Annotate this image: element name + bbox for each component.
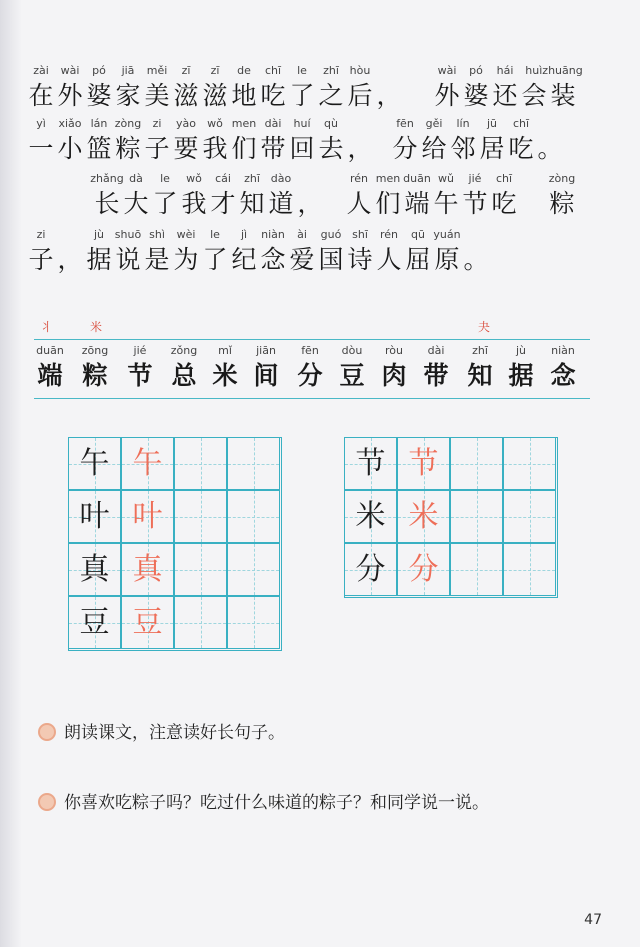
- pinyin: pó: [469, 64, 483, 77]
- pinyin: lán: [90, 117, 108, 130]
- hanzi: 吃: [491, 189, 517, 218]
- pinyin: huìzhuāng: [525, 64, 583, 77]
- hanzi: 还: [492, 81, 518, 110]
- hanzi: 粽: [549, 189, 575, 218]
- hanzi: 爱: [289, 245, 315, 274]
- new-char-pinyin: jiān: [256, 344, 276, 357]
- grid-cell: [450, 437, 503, 490]
- hanzi: ，: [347, 134, 373, 163]
- grid-cell: [227, 596, 280, 649]
- pinyin: le: [160, 172, 170, 185]
- pinyin: zī: [181, 64, 191, 77]
- grid-cell: [503, 490, 556, 543]
- pinyin: le: [210, 228, 220, 241]
- grid-char-trace: 米: [408, 499, 439, 534]
- pinyin: qū: [411, 228, 425, 241]
- hanzi: 了: [289, 81, 315, 110]
- hanzi: 后: [347, 81, 373, 110]
- hanzi: 外: [57, 81, 83, 110]
- hanzi: 是: [144, 245, 170, 274]
- hanzi: 之: [318, 81, 344, 110]
- pinyin: xiǎo: [58, 117, 82, 130]
- pinyin: jié: [468, 172, 482, 185]
- hanzi: 子: [144, 134, 170, 163]
- pinyin: yào: [176, 117, 196, 130]
- hanzi: 道: [268, 189, 294, 218]
- grid-char-model: 分: [355, 552, 386, 587]
- pinyin: de: [237, 64, 251, 77]
- grid-char-model: 节: [355, 446, 386, 481]
- pinyin: zī: [210, 64, 220, 77]
- divider-bottom: [34, 398, 590, 399]
- hanzi: 粽: [115, 134, 141, 163]
- new-char: 米: [212, 361, 238, 390]
- hanzi: 了: [152, 189, 178, 218]
- pinyin: zòng: [114, 117, 142, 130]
- hanzi: 家: [115, 81, 141, 110]
- pinyin: wèi: [176, 228, 196, 241]
- new-char-pinyin: duān: [36, 344, 64, 357]
- new-char-pinyin: ròu: [385, 344, 403, 357]
- hanzi: 婆: [463, 81, 489, 110]
- task-circle-icon: [38, 793, 56, 811]
- pinyin: wài: [60, 64, 80, 77]
- task-2-text: 你喜欢吃粽子吗？吃过什么味道的粽子？和同学说一说。: [64, 793, 489, 813]
- pinyin: hái: [496, 64, 514, 77]
- pinyin: huí: [293, 117, 311, 130]
- task-1-text: 朗读课文，注意读好长句子。: [64, 723, 285, 743]
- hanzi: 节: [462, 189, 488, 218]
- pinyin: měi: [146, 64, 168, 77]
- grid-char-trace: 叶: [132, 499, 163, 534]
- grid-char-model: 米: [355, 499, 386, 534]
- pinyin: wǔ: [438, 172, 454, 185]
- pinyin: yuán: [433, 228, 461, 241]
- grid-cell: [227, 490, 280, 543]
- pinyin: hòu: [349, 64, 371, 77]
- grid-cell: [450, 543, 503, 596]
- pinyin: rén: [379, 228, 399, 241]
- hanzi: 居: [479, 134, 505, 163]
- radical-hint: 米: [90, 320, 103, 334]
- grid-char-trace: 真: [132, 552, 163, 587]
- hanzi: 原: [434, 245, 460, 274]
- hanzi: 为: [173, 245, 199, 274]
- hanzi: ，: [57, 245, 83, 274]
- new-char: 节: [127, 361, 153, 390]
- pinyin: pó: [92, 64, 106, 77]
- grid-char-trace: 午: [132, 446, 163, 481]
- hanzi: 纪: [231, 245, 257, 274]
- pinyin: shì: [149, 228, 165, 241]
- hanzi: 婆: [86, 81, 112, 110]
- hanzi: 滋: [202, 81, 228, 110]
- hanzi: 诗: [347, 245, 373, 274]
- hanzi: ，: [297, 189, 323, 218]
- new-char: 分: [297, 361, 323, 390]
- hanzi: 回: [289, 134, 315, 163]
- grid-cell: [174, 596, 227, 649]
- pinyin: dà: [129, 172, 143, 185]
- new-char-pinyin: zhī: [472, 344, 488, 357]
- new-char: 肉: [381, 361, 407, 390]
- pinyin: dài: [264, 117, 282, 130]
- hanzi: 午: [433, 189, 459, 218]
- pinyin: zòng: [548, 172, 576, 185]
- new-char-pinyin: zōng: [81, 344, 109, 357]
- radical-hint: 丬: [40, 320, 53, 334]
- pinyin: zhǎng: [90, 172, 124, 185]
- hanzi: 知: [239, 189, 265, 218]
- radical-hint: 夬: [478, 320, 491, 334]
- pinyin: wǒ: [207, 117, 223, 130]
- new-char-pinyin: niàn: [551, 344, 575, 357]
- hanzi: 们: [231, 134, 257, 163]
- hanzi: 大: [123, 189, 149, 218]
- book-spine-shadow: [0, 0, 22, 947]
- pinyin: zhī: [244, 172, 260, 185]
- hanzi: 子: [28, 245, 54, 274]
- hanzi: 据: [86, 245, 112, 274]
- hanzi: 说: [115, 245, 141, 274]
- pinyin: cái: [215, 172, 231, 185]
- new-char: 总: [171, 361, 197, 390]
- new-char: 念: [550, 361, 576, 390]
- grid-char-trace: 节: [408, 446, 439, 481]
- grid-cell: [174, 490, 227, 543]
- hanzi: 屈: [405, 245, 431, 274]
- task-circle-icon: [38, 723, 56, 741]
- grid-cell: [503, 543, 556, 596]
- new-char: 据: [508, 361, 534, 390]
- divider-top: [34, 339, 590, 340]
- new-char-pinyin: jù: [515, 344, 527, 357]
- grid-cell: [227, 543, 280, 596]
- grid-cell: [503, 437, 556, 490]
- grid-char-model: 叶: [79, 499, 110, 534]
- hanzi: 给: [421, 134, 447, 163]
- task-1: [38, 718, 285, 743]
- new-char: 端: [37, 361, 63, 390]
- grid-char-trace: 分: [408, 552, 439, 587]
- new-char-pinyin: mǐ: [218, 344, 232, 357]
- hanzi: 长: [94, 189, 120, 218]
- hanzi: 外: [434, 81, 460, 110]
- grid-cell: [174, 543, 227, 596]
- pinyin: qù: [324, 117, 338, 130]
- hanzi: 分: [392, 134, 418, 163]
- new-char-pinyin: fēn: [301, 344, 319, 357]
- new-char-pinyin: jié: [133, 344, 147, 357]
- hanzi: 美: [144, 81, 170, 110]
- pinyin: jū: [486, 117, 498, 130]
- task-2: [38, 788, 489, 813]
- pinyin: duān: [403, 172, 431, 185]
- new-char-pinyin: dài: [427, 344, 445, 357]
- hanzi: 去: [318, 134, 344, 163]
- pinyin: chī: [495, 172, 513, 185]
- hanzi: 小: [57, 134, 83, 163]
- pinyin: zhī: [323, 64, 339, 77]
- hanzi: 在: [28, 81, 54, 110]
- pinyin: ài: [297, 228, 307, 241]
- hanzi: 。: [463, 245, 489, 274]
- hanzi: 篮: [86, 134, 112, 163]
- hanzi: 会: [521, 81, 547, 110]
- hanzi: 人: [376, 245, 402, 274]
- pinyin: men: [231, 117, 257, 130]
- grid-cell: [450, 490, 503, 543]
- page-number: 47: [584, 912, 602, 928]
- grid-cell: [227, 437, 280, 490]
- hanzi: 了: [202, 245, 228, 274]
- new-char: 带: [423, 361, 449, 390]
- pinyin: jù: [93, 228, 105, 241]
- hanzi: 吃: [260, 81, 286, 110]
- pinyin: shī: [352, 228, 368, 241]
- hanzi: 地: [231, 81, 257, 110]
- hanzi: 要: [173, 134, 199, 163]
- pinyin: fēn: [396, 117, 414, 130]
- grid-char-model: 真: [79, 552, 110, 587]
- hanzi: 滋: [173, 81, 199, 110]
- hanzi: 才: [210, 189, 236, 218]
- hanzi: 念: [260, 245, 286, 274]
- pinyin: shuō: [114, 228, 142, 241]
- pinyin: chī: [512, 117, 530, 130]
- pinyin: niàn: [261, 228, 285, 241]
- new-char: 间: [253, 361, 279, 390]
- hanzi: 人: [346, 189, 372, 218]
- pinyin: jì: [240, 228, 248, 241]
- new-char: 知: [467, 361, 493, 390]
- new-char-pinyin: zǒng: [170, 344, 198, 357]
- hanzi: 吃: [508, 134, 534, 163]
- hanzi: 我: [181, 189, 207, 218]
- pinyin: yì: [36, 117, 46, 130]
- grid-char-model: 午: [79, 446, 110, 481]
- pinyin: dào: [270, 172, 292, 185]
- pinyin: wài: [437, 64, 457, 77]
- pinyin: zi: [152, 117, 162, 130]
- hanzi: 端: [404, 189, 430, 218]
- pinyin: lín: [456, 117, 470, 130]
- new-char: 粽: [82, 361, 108, 390]
- new-char: 豆: [339, 361, 365, 390]
- hanzi: 。: [537, 134, 563, 163]
- pinyin: zi: [36, 228, 46, 241]
- grid-cell: [174, 437, 227, 490]
- pinyin: wǒ: [186, 172, 202, 185]
- pinyin: guó: [320, 228, 342, 241]
- grid-char-model: 豆: [79, 605, 110, 640]
- hanzi: 国: [318, 245, 344, 274]
- pinyin: gěi: [425, 117, 443, 130]
- hanzi: 一: [28, 134, 54, 163]
- hanzi: 邻: [450, 134, 476, 163]
- pinyin: chī: [264, 64, 282, 77]
- pinyin: le: [297, 64, 307, 77]
- pinyin: jiā: [121, 64, 135, 77]
- new-char-pinyin: dòu: [341, 344, 363, 357]
- hanzi: 装: [550, 81, 576, 110]
- hanzi: 们: [375, 189, 401, 218]
- pinyin: zài: [33, 64, 49, 77]
- hanzi: 带: [260, 134, 286, 163]
- pinyin: rén: [349, 172, 369, 185]
- hanzi: ，: [376, 81, 402, 110]
- grid-char-trace: 豆: [132, 605, 163, 640]
- hanzi: 我: [202, 134, 228, 163]
- pinyin: men: [375, 172, 401, 185]
